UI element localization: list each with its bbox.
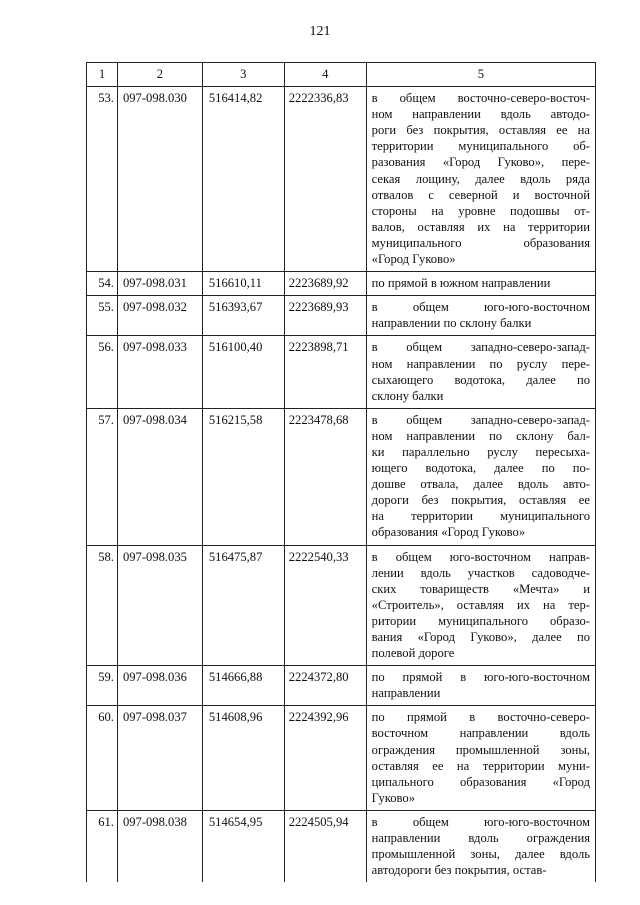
row-number: 61. xyxy=(87,810,118,882)
table-row xyxy=(87,87,596,272)
description-line: склону балки xyxy=(371,388,444,403)
description-line: автодороги без покрытия, остав- xyxy=(371,863,547,878)
boundary-description xyxy=(366,666,595,706)
table-header-row xyxy=(87,63,596,87)
description-line: в общем юго-восточном направ- xyxy=(371,549,590,564)
description-line: в общем юго-юго-восточном xyxy=(371,300,590,315)
boundary-description xyxy=(366,272,595,296)
description-line: ном направлении по склону бал- xyxy=(371,428,590,443)
header-col-2: 2 xyxy=(117,63,202,87)
description-line: муниципального образования xyxy=(371,235,590,250)
boundary-description xyxy=(366,336,595,408)
point-code: 097-098.032 xyxy=(117,296,202,336)
coordinate-x: 514654,95 xyxy=(202,810,284,882)
header-col-1: 1 xyxy=(87,63,118,87)
description-line: в общем западно-северо-запад- xyxy=(371,412,590,427)
coordinate-y: 2223689,92 xyxy=(284,272,366,296)
row-number: 57. xyxy=(87,408,118,545)
description-line: по прямой в юго-юго-восточном xyxy=(371,670,590,685)
table-row xyxy=(87,666,596,706)
description-line: лении вдоль участков садоводче- xyxy=(371,565,590,580)
point-code: 097-098.034 xyxy=(117,408,202,545)
description-line: в общем западно-северо-запад- xyxy=(371,340,590,355)
point-code: 097-098.036 xyxy=(117,666,202,706)
row-number: 60. xyxy=(87,706,118,811)
row-number: 58. xyxy=(87,545,118,666)
description-line: сыхающего водотока, далее по xyxy=(371,372,590,387)
row-number: 59. xyxy=(87,666,118,706)
description-line: по прямой в восточно-северо- xyxy=(371,710,590,725)
description-line: секая лощину, далее вдоль ряда xyxy=(371,171,590,186)
coordinate-x: 516610,11 xyxy=(202,272,284,296)
coordinate-y: 2224505,94 xyxy=(284,810,366,882)
coordinate-x: 516475,87 xyxy=(202,545,284,666)
description-line: по прямой в южном направлении xyxy=(371,276,551,291)
header-col-5: 5 xyxy=(366,63,595,87)
description-line: ограждения промышленной зоны, xyxy=(371,742,590,757)
row-number: 54. xyxy=(87,272,118,296)
description-line: в общем восточно-северо-восточ- xyxy=(371,91,590,106)
description-line: территории муниципального об- xyxy=(371,139,590,154)
description-line: валов, оставляя их на территории xyxy=(371,219,590,234)
table-row xyxy=(87,810,596,882)
description-line: образования «Город Гуково» xyxy=(371,525,526,540)
header-col-3: 3 xyxy=(202,63,284,87)
description-line: «Город Гуково» xyxy=(371,252,456,267)
description-line: вания «Город Гуково», далее по xyxy=(371,630,590,644)
coordinate-y: 2222540,33 xyxy=(284,545,366,666)
description-line: направлении по склону балки xyxy=(371,316,532,331)
description-line: полевой дороге xyxy=(371,646,455,661)
boundary-table xyxy=(86,62,596,882)
table-row xyxy=(87,706,596,811)
description-line: отвалов с северной и восточной xyxy=(371,187,590,202)
description-line: стороны на уровне подошвы от- xyxy=(371,203,590,218)
coordinate-x: 514608,96 xyxy=(202,706,284,811)
description-line: в общем юго-юго-восточном xyxy=(371,814,590,829)
boundary-description xyxy=(366,296,595,336)
coordinate-x: 514666,88 xyxy=(202,666,284,706)
description-line: дороги без покрытия, оставляя ее xyxy=(371,493,590,508)
point-code: 097-098.033 xyxy=(117,336,202,408)
header-col-4: 4 xyxy=(284,63,366,87)
description-line: на территории муниципального xyxy=(371,509,590,524)
point-code: 097-098.030 xyxy=(117,87,202,272)
description-line: ном направлении вдоль автодо- xyxy=(371,107,590,122)
row-number: 55. xyxy=(87,296,118,336)
point-code: 097-098.031 xyxy=(117,272,202,296)
description-line: ющего водотока, далее по по- xyxy=(371,461,590,476)
table-row xyxy=(87,272,596,296)
coordinate-x: 516100,40 xyxy=(202,336,284,408)
coordinate-y: 2223689,93 xyxy=(284,296,366,336)
boundary-description xyxy=(366,87,595,272)
table-row xyxy=(87,336,596,408)
description-line: роги без покрытия, оставляя ее на xyxy=(371,123,590,138)
description-line: направлении xyxy=(371,686,441,701)
coordinate-y: 2223898,71 xyxy=(284,336,366,408)
row-number: 56. xyxy=(87,336,118,408)
table-row xyxy=(87,296,596,336)
point-code: 097-098.035 xyxy=(117,545,202,666)
boundary-description xyxy=(366,706,595,811)
table-row xyxy=(87,545,596,666)
description-line: ки параллельно руслу пересыха- xyxy=(371,444,590,459)
table-body xyxy=(87,87,596,883)
point-code: 097-098.037 xyxy=(117,706,202,811)
description-line: ципального образования «Город xyxy=(371,774,590,789)
boundary-description xyxy=(366,408,595,545)
coordinate-y: 2222336,83 xyxy=(284,87,366,272)
description-line: восточном направлении вдоль xyxy=(371,726,590,741)
description-line: Гуково» xyxy=(371,790,415,805)
description-line: «Строитель», оставляя их на тер- xyxy=(371,597,590,612)
boundary-description xyxy=(366,810,595,882)
description-line: разования «Город Гуково», пере- xyxy=(371,155,590,170)
table-row xyxy=(87,408,596,545)
coordinate-x: 516414,82 xyxy=(202,87,284,272)
description-line: дошве отвала, далее вдоль авто- xyxy=(371,477,590,492)
description-line: ном направлении по руслу пере- xyxy=(371,356,590,371)
description-line: оставляя ее на территории муни- xyxy=(371,758,590,773)
coordinate-y: 2224392,96 xyxy=(284,706,366,811)
description-line: ских товариществ «Мечта» и xyxy=(371,581,590,596)
coordinate-x: 516393,67 xyxy=(202,296,284,336)
boundary-description xyxy=(366,545,595,666)
coordinate-x: 516215,58 xyxy=(202,408,284,545)
page-number: 121 xyxy=(309,24,331,39)
description-line: направлении вдоль ограждения xyxy=(371,831,590,846)
coordinate-y: 2224372,80 xyxy=(284,666,366,706)
point-code: 097-098.038 xyxy=(117,810,202,882)
description-line: промышленной зоны, далее вдоль xyxy=(371,847,590,862)
coordinate-y: 2223478,68 xyxy=(284,408,366,545)
description-line: ритории муниципального образо- xyxy=(371,613,590,628)
row-number: 53. xyxy=(87,87,118,272)
